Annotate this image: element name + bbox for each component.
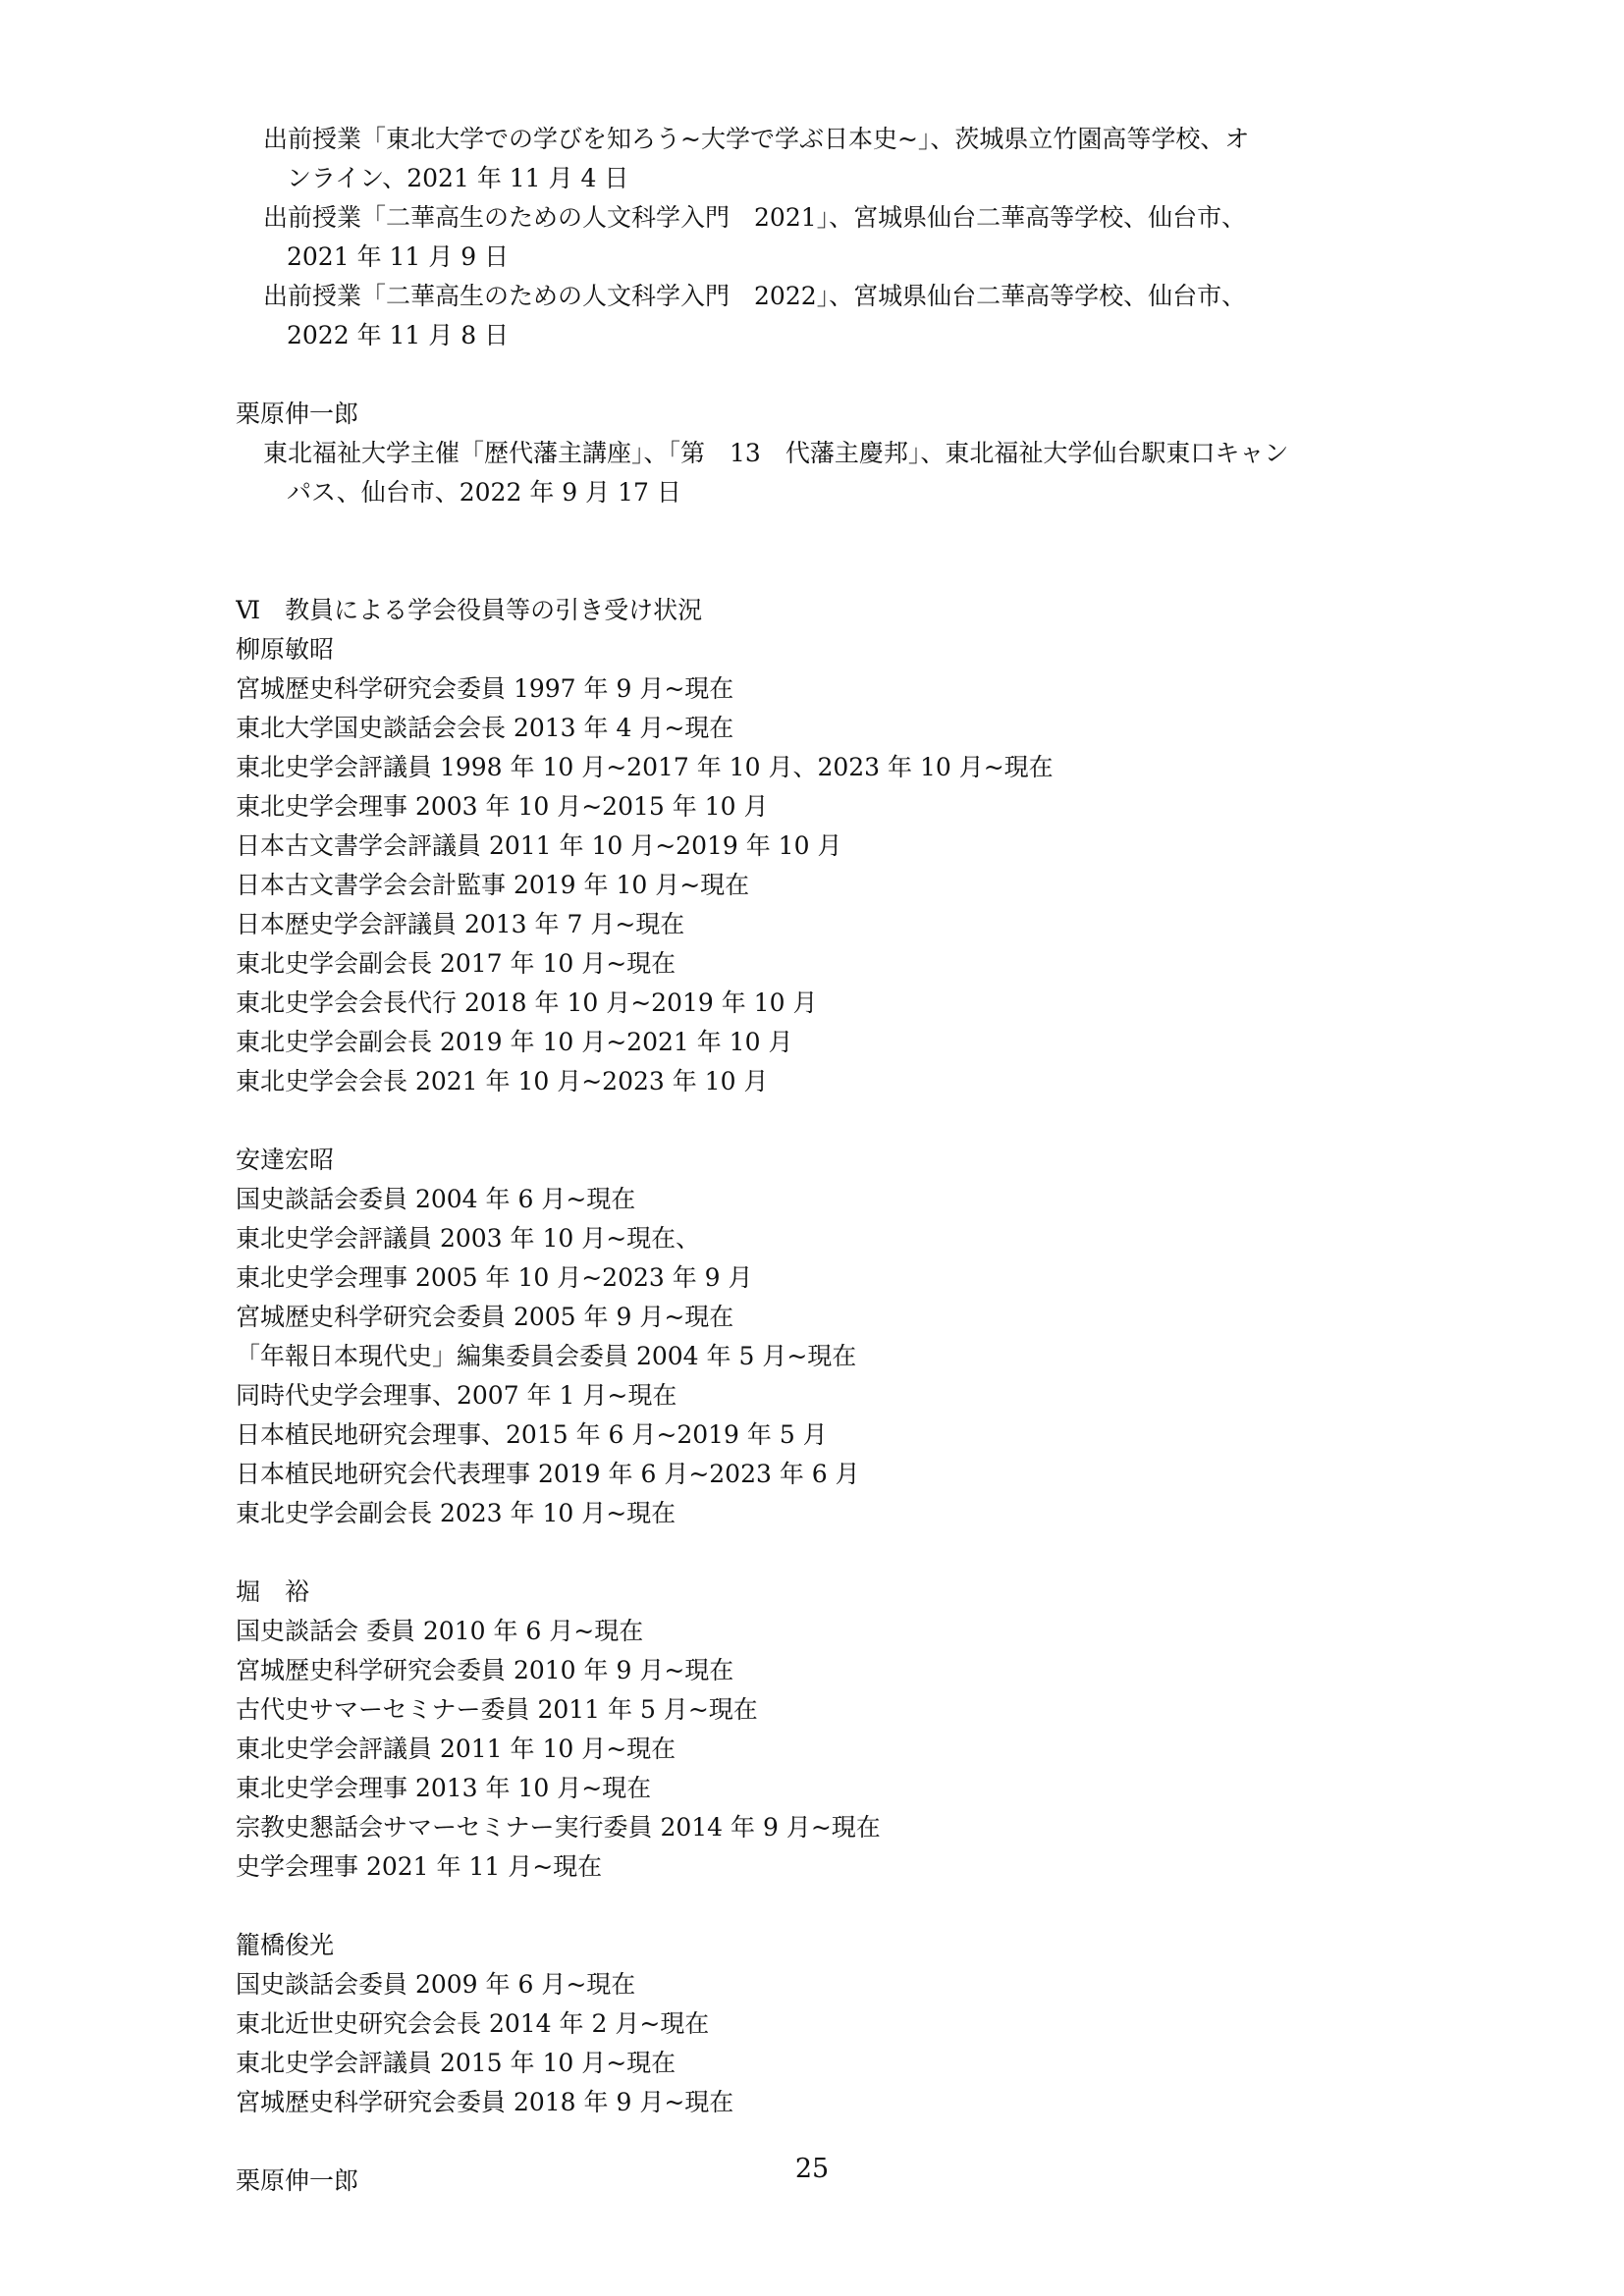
role-item: 東北史学会会長代行 2018 年 10 月~2019 年 10 月 xyxy=(236,988,818,1017)
member-name: 堀 裕 xyxy=(236,1577,310,1606)
role-item: 国史談話会 委員 2010 年 6 月~現在 xyxy=(236,1617,644,1645)
role-item: 宗教史懇話会サマーセミナー実行委員 2014 年 9 月~現在 xyxy=(236,1813,881,1842)
member-name: 栗原伸一郎 xyxy=(236,2166,359,2195)
role-item: 東北近世史研究会会長 2014 年 2 月~現在 xyxy=(236,2009,710,2038)
role-item: 東北史学会副会長 2017 年 10 月~現在 xyxy=(236,949,677,978)
role-item: 史学会理事 2021 年 11 月~現在 xyxy=(236,1852,603,1881)
member-block xyxy=(236,630,1404,1101)
role-item: 日本植民地研究会代表理事 2019 年 6 月~2023 年 6 月 xyxy=(236,1460,860,1488)
member-block xyxy=(236,1141,1404,1533)
role-item: 国史談話会委員 2004 年 6 月~現在 xyxy=(236,1185,636,1213)
page-number: 25 xyxy=(794,2154,830,2184)
role-item: 東北大学国史談話会会長 2013 年 4 月~現在 xyxy=(236,714,734,742)
role-item: 東北史学会評議員 1998 年 10 月~2017 年 10 月、2023 年 10 月~現在 xyxy=(236,753,1054,781)
role-item: 東北史学会理事 2005 年 10 月~2023 年 9 月 xyxy=(236,1263,753,1292)
page-content xyxy=(236,120,1404,2201)
lecture-line: 東北福祉大学主催「歴代藩主講座」、「第 13 代藩主慶邦」、東北福祉大学仙台駅東口キャン xyxy=(263,439,1289,467)
lecture-line-cont: 2021 年 11 月 9 日 xyxy=(287,242,510,271)
role-item: 東北史学会理事 2013 年 10 月~現在 xyxy=(236,1774,652,1802)
role-item: 日本古文書学会評議員 2011 年 10 月~2019 年 10 月 xyxy=(236,831,842,860)
member-name: 安達宏昭 xyxy=(236,1146,335,1174)
person-name: 栗原伸一郎 xyxy=(236,400,359,428)
role-item: 宮城歴史科学研究会委員 2018 年 9 月~現在 xyxy=(236,2088,734,2116)
member-name: 籠橋俊光 xyxy=(236,1931,335,1959)
member-block xyxy=(236,1926,1404,2122)
role-item: 東北史学会副会長 2019 年 10 月~2021 年 10 月 xyxy=(236,1028,793,1056)
lecture-entry xyxy=(236,120,1404,198)
role-item: 同時代史学会理事、2007 年 1 月~現在 xyxy=(236,1381,677,1410)
lecture-line: 出前授業「二華高生のための人文科学入門 2021」、宮城県仙台二華高等学校、仙台市、 xyxy=(263,203,1247,232)
member-name: 柳原敏昭 xyxy=(236,635,335,664)
role-item: 日本古文書学会会計監事 2019 年 10 月~現在 xyxy=(236,871,750,899)
role-item: 宮城歴史科学研究会委員 2005 年 9 月~現在 xyxy=(236,1303,734,1331)
lecture-line: 出前授業「東北大学での学びを知ろう~大学で学ぶ日本史~」、茨城県立竹園高等学校、オ xyxy=(263,125,1250,153)
role-item: 東北史学会会長 2021 年 10 月~2023 年 10 月 xyxy=(236,1067,769,1095)
role-item: 「年報日本現代史」編集委員会委員 2004 年 5 月~現在 xyxy=(236,1342,857,1370)
lecture-list xyxy=(236,120,1404,355)
role-item: 国史談話会委員 2009 年 6 月~現在 xyxy=(236,1970,636,1999)
lecture-entry xyxy=(236,277,1404,355)
role-item: 宮城歴史科学研究会委員 2010 年 9 月~現在 xyxy=(236,1656,734,1684)
member-block xyxy=(236,1573,1404,1887)
role-item: 日本植民地研究会理事、2015 年 6 月~2019 年 5 月 xyxy=(236,1420,828,1449)
lecture-line: 出前授業「二華高生のための人文科学入門 2022」、宮城県仙台二華高等学校、仙台市、 xyxy=(263,282,1247,310)
role-item: 宮城歴史科学研究会委員 1997 年 9 月~現在 xyxy=(236,674,734,703)
lecture-line-cont: ンライン、2021 年 11 月 4 日 xyxy=(287,164,629,192)
role-item: 東北史学会評議員 2003 年 10 月~現在、 xyxy=(236,1224,701,1253)
role-item: 東北史学会理事 2003 年 10 月~2015 年 10 月 xyxy=(236,792,769,821)
role-item: 東北史学会評議員 2015 年 10 月~現在 xyxy=(236,2049,677,2077)
kurihara-lecture-block xyxy=(236,395,1404,512)
lecture-entry xyxy=(236,198,1404,277)
role-item: 古代史サマーセミナー委員 2011 年 5 月~現在 xyxy=(236,1695,758,1724)
lecture-line-cont: 2022 年 11 月 8 日 xyxy=(287,321,510,349)
role-item: 東北史学会副会長 2023 年 10 月~現在 xyxy=(236,1499,677,1527)
section-heading: Ⅵ 教員による学会役員等の引き受け状況 xyxy=(236,596,703,624)
role-item: 東北史学会評議員 2011 年 10 月~現在 xyxy=(236,1735,677,1763)
lecture-line-cont: パス、仙台市、2022 年 9 月 17 日 xyxy=(287,478,681,507)
role-item: 日本歴史学会評議員 2013 年 7 月~現在 xyxy=(236,910,685,938)
